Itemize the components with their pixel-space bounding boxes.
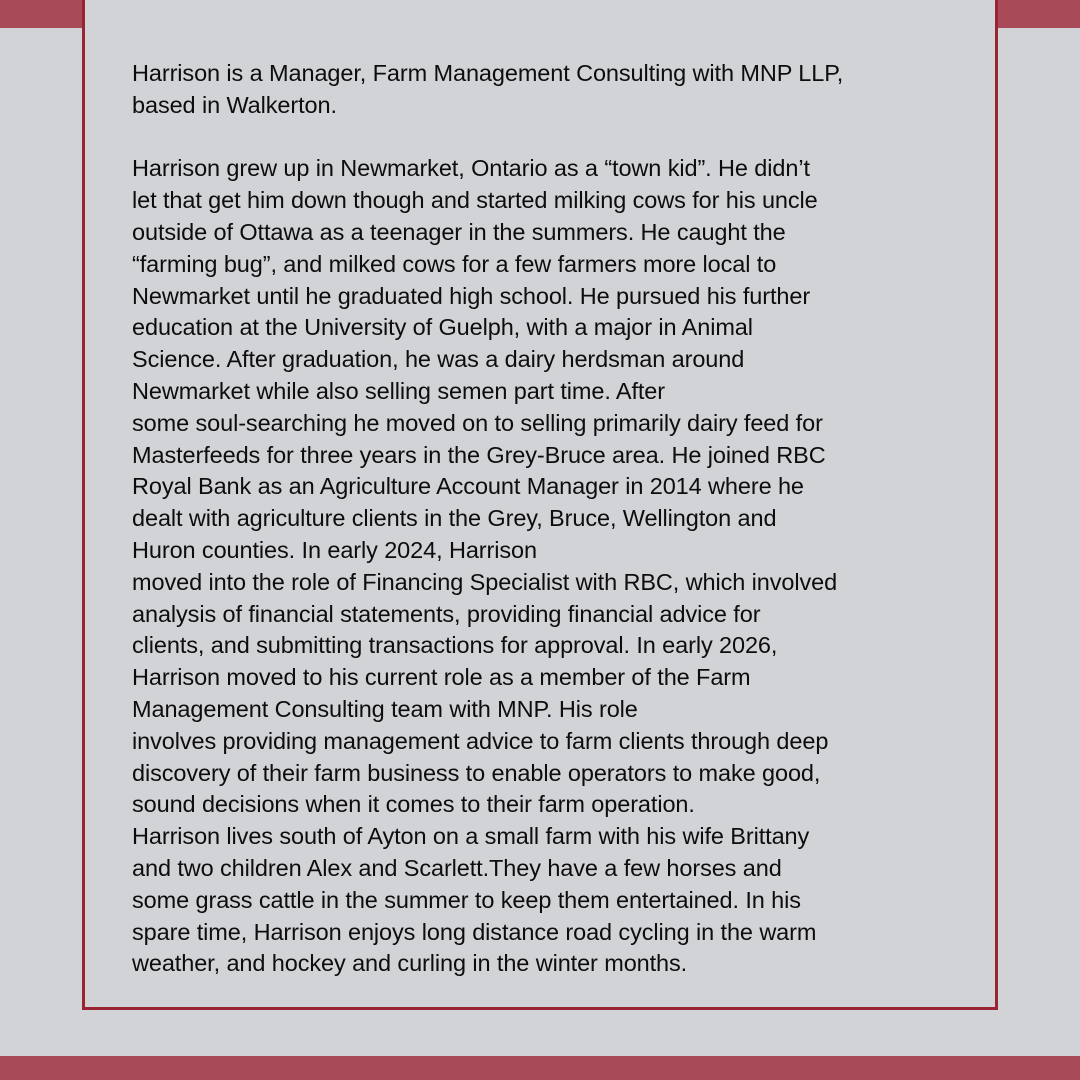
text-line: discovery of their farm business to enable operators to make good, — [132, 759, 821, 786]
text-line: Management Consulting team with MNP. His role — [132, 695, 638, 722]
text-line: Masterfeeds for three years in the Grey-Bruce area. He joined RBC — [132, 441, 826, 468]
text-line: clients, and submitting transactions for approval. In early 2026, — [132, 632, 778, 659]
text-line: Harrison grew up in Newmarket, Ontario as a “town kid”. He didn’t — [132, 155, 810, 182]
bottom-banner — [0, 1056, 1080, 1080]
text-line: spare time, Harrison enjoys long distance road cycling in the warm — [132, 918, 817, 945]
text-line: dealt with agriculture clients in the Grey, Bruce, Wellington and — [132, 505, 777, 532]
text-line: Harrison moved to his current role as a member of the Farm — [132, 664, 751, 691]
text-line: involves providing management advice to farm clients through deep — [132, 727, 829, 754]
text-line: Harrison is a Manager, Farm Management Consulting with MNP LLP, — [132, 60, 844, 86]
text-line: Royal Bank as an Agriculture Account Manager in 2014 where he — [132, 473, 804, 500]
body-paragraph — [132, 153, 962, 980]
intro-paragraph — [132, 58, 962, 122]
text-line: analysis of financial statements, providing financial advice for — [132, 600, 761, 627]
text-line: sound decisions when it comes to their farm operation. — [132, 791, 695, 818]
text-line: Newmarket until he graduated high school. He pursued his further — [132, 282, 811, 309]
text-line: education at the University of Guelph, with a major in Animal — [132, 314, 753, 341]
text-line: let that get him down though and started milking cows for his uncle — [132, 187, 818, 214]
text-line: Harrison lives south of Ayton on a small farm with his wife Brittany — [132, 823, 810, 850]
text-line: Huron counties. In early 2024, Harrison — [132, 536, 537, 563]
text-line: Newmarket while also selling semen part time. After — [132, 377, 666, 404]
text-line: outside of Ottawa as a teenager in the summers. He caught the — [132, 218, 786, 245]
text-line: and two children Alex and Scarlett.They have a few horses and — [132, 854, 782, 881]
text-line: based in Walkerton. — [132, 91, 337, 118]
text-line: moved into the role of Financing Specialist with RBC, which involved — [132, 568, 838, 595]
text-line: Science. After graduation, he was a dairy herdsman around — [132, 346, 745, 373]
text-line: weather, and hockey and curling in the winter months. — [132, 950, 688, 977]
bio-text — [132, 58, 962, 980]
text-line: some soul-searching he moved on to selling primarily dairy feed for — [132, 409, 823, 436]
text-line: some grass cattle in the summer to keep them entertained. In his — [132, 886, 801, 913]
text-line: “farming bug”, and milked cows for a few farmers more local to — [132, 250, 777, 277]
